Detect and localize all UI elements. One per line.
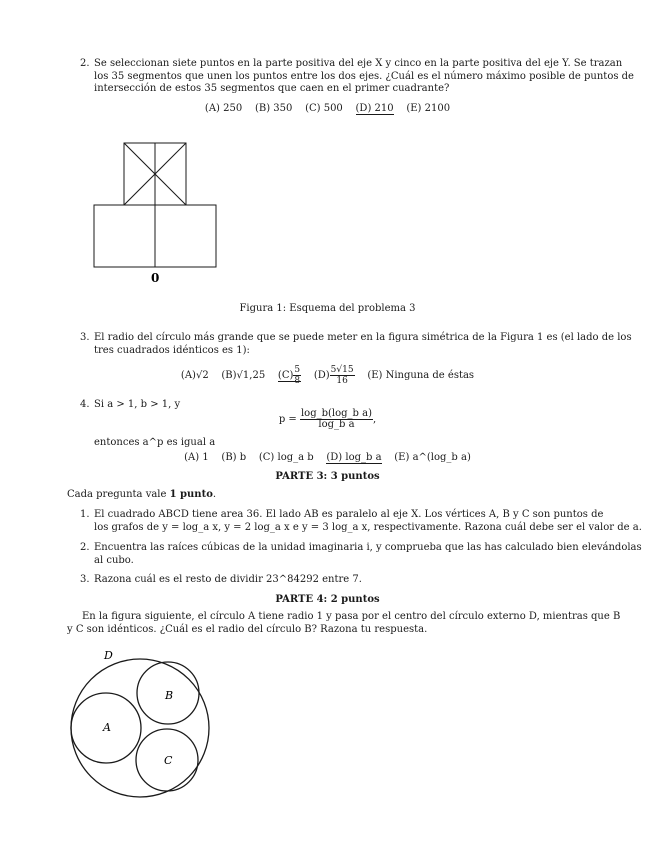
part3-item1-line-1: El cuadrado ABCD tiene area 36. El lado AB es paralelo al eje X. Los vértices A, B y C son puntos de — [94, 509, 604, 520]
q4-then: entonces a^p es igual a — [94, 437, 216, 448]
part3-lead-post: . — [212, 489, 217, 500]
part3-lead-bold: 1 punto — [169, 489, 213, 500]
q2-option-e: (E) 2100 — [406, 103, 451, 114]
q2-option-a: (A) 250 — [204, 103, 243, 114]
circle-a-label: A — [103, 721, 111, 734]
part3-item2-number: 2. — [80, 542, 90, 553]
part4-title: PARTE 4: 2 puntos — [275, 594, 380, 605]
q4-intro: Si a > 1, b > 1, y — [94, 399, 181, 410]
q3-number: 3. — [80, 332, 90, 343]
q3-option-a: (A)√2 — [180, 370, 209, 381]
q3-option-e: (E) Ninguna de éstas — [367, 370, 475, 381]
q4-option-a: (A) 1 — [184, 452, 209, 463]
q4-formula-lhs: p = — [278, 414, 297, 425]
circle-c-label: C — [164, 754, 173, 767]
part3-item3-number: 3. — [80, 574, 90, 585]
part3-item1-line-2: los grafos de y = log_a x, y = 2 log_a x e y = 3 log_a x, respectivamente. Razona cuál debe ser el valor de a. — [94, 521, 642, 533]
part4-line-1: En la figura siguiente, el círculo A tiene radio 1 y pasa por el centro del círculo externo D, mientras que B — [82, 611, 621, 622]
q3-option-c-numerator: 5 — [294, 365, 301, 375]
q4-formula-numerator: log_b(log_b a) — [300, 408, 372, 419]
q4-option-b: (B) b — [221, 452, 247, 463]
q4-option-e: (E) a^(log_b a) — [394, 452, 471, 463]
part3-item2-line-2: al cubo. — [94, 554, 134, 566]
q2-option-b: (B) 350 — [254, 103, 293, 114]
q4-formula-denominator: log_b a — [318, 419, 355, 430]
part3-title: PARTE 3: 3 puntos — [275, 471, 380, 482]
q3-option-d-label: (D) — [313, 370, 330, 381]
part3-item2-line-1: Encuentra las raíces cúbicas de la unidad imaginaria i, y comprueba que las has calculado bien elevándolas — [94, 542, 642, 553]
q2-line-1: Se seleccionan siete puntos en la parte positiva del eje X y cinco en la parte positiva del eje Y. Se trazan — [94, 58, 623, 69]
part3-item1-number: 1. — [80, 509, 90, 520]
circle-d-label: D — [104, 649, 113, 662]
figure1-caption: Figura 1: Esquema del problema 3 — [239, 303, 416, 314]
q2-number: 2. — [80, 58, 90, 69]
q3-line-1: El radio del círculo más grande que se puede meter en la figura simétrica de la Figura 1 es (el lado de los — [94, 332, 632, 343]
q2-option-c: (C) 500 — [305, 103, 343, 114]
q3-option-c-label: (C) — [277, 370, 294, 381]
q3-option-d-denominator: 16 — [336, 376, 348, 386]
q3-option-b: (B)√1,25 — [221, 370, 266, 381]
q2-option-d: (D) 210 — [355, 103, 394, 114]
q4-option-c: (C) log_a b — [258, 452, 314, 463]
circle-b-label: B — [165, 689, 174, 702]
q4-formula-end: , — [372, 414, 377, 425]
part4-line-2: y C son idénticos. ¿Cuál es el radio del círculo B? Razona tu respuesta. — [67, 623, 428, 635]
q4-number: 4. — [80, 399, 90, 410]
q4-option-d: (D) log_b a — [326, 452, 382, 463]
part3-lead-pre: Cada pregunta vale — [67, 489, 170, 500]
part3-item3-line-1: Razona cuál es el resto de dividir 23^84292 entre 7. — [94, 574, 362, 585]
q2-line-2: los 35 segmentos que unen los puntos entre los dos ejes. ¿Cuál es el número máximo posible de puntos de — [94, 70, 634, 82]
q3-line-2: tres cuadrados idénticos es 1): — [94, 344, 250, 356]
q3-option-c-denominator: 8 — [294, 376, 301, 386]
q2-line-3: intersección de estos 35 segmentos que caen en el primer cuadrante? — [94, 83, 450, 94]
q3-option-d-numerator: 5√15 — [330, 365, 354, 375]
figure1-origin-label: 0 — [151, 271, 160, 285]
